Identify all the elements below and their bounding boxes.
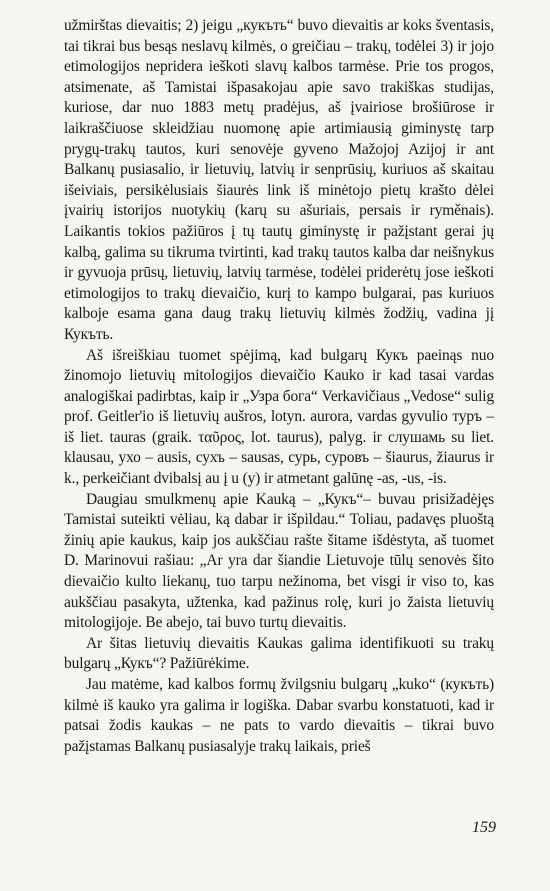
body-text xyxy=(64,16,494,757)
paragraph-2: Aš išreiškiau tuomet spėjimą, kad bulgarų Кукъ paeinąs nuo žinomojo lietuvių mitologijos dievaičio Kauko ir kad tasai vardas analogiškai padirbtas, kaip ir „Узра бога“ Verkavičiaus „Vedose“ sulig prof. Geitler'io iš lietuvių aušros, lotyn. aurora, vardas gyvulio туръ – iš liet. tauras (graik. ταῦρος, lot. taurus), palyg. ir слушамь su liet. klausau, ухо – ausis, сухъ – sausas, сурь, суровъ – šiaurus, žiaurus ir k., perkeičiant dvibalsį au į u (y) ir atmetant galūnę -as, -us, -is. xyxy=(64,346,494,488)
paragraph-3: Daugiau smulkmenų apie Kauką – „Кукъ“– buvau prisižadėjęs Tamistai suteikti vėliau, ką dabar ir išpildau.“ Toliau, padavęs pluoštą žinių apie kaukus, kaip jos aukščiau rašte šitame išdėstyta, aš tuomet D. Marinovui rašiau: „Ar yra dar šiandie Lietuvoje tūlų senovės šito dievaičio kulto liekanų, tuo tarpu nežinoma, bet visgi ir viso to, kas aukščiau pasakyta, užtenka, kad pažinus rolę, kuri jo žaista lietuvių mitologijoje. Be abejo, tai buvo turtų dievaitis. xyxy=(64,490,494,632)
paragraph-4: Ar šitas lietuvių dievaitis Kaukas galima identifikuoti su trakų bulgarų „Кукъ“? Pažiūrėkime. xyxy=(64,634,494,673)
page-number: 159 xyxy=(472,819,496,836)
paragraph-5: Jau matėme, kad kalbos formų žvilgsniu bulgarų „kuko“ (кукъть) kilmė iš kauko yra galima ir logiška. Dabar svarbu konstatuoti, kad ir patsai žodis kaukas – ne pats to vardo dievaitis – tikrai buvo pažįstamas Balkanų pusiasalyje trakų laikais, prieš xyxy=(64,676,494,755)
paragraph-1: užmirštas dievaitis; 2) jeigu „кукъть“ buvo dievaitis ar koks šventasis, tai tikrai bus besąs neslavų kilmės, o greičiau – trakų, todėlei 3) ir jojo etimologijos nepridera ieškoti slavų kalbos tarmėse. Prie tos progos, atsimenate, aš Tamistai išpasakojau apie savo trakiškas studijas, kuriose, dar nuo 1883 metų pradėjus, aš įvairiose brošiūrose ir laikraščiuose skleidžiau nuomonę apie artimiausią giminystę tarp prygų-trakų tautos, kuri senovėje gyveno Mažojoj Azijoj ir ant Balkanų pusiasalio, ir lietuvių, latvių ir senprūsių, kuriuos aš skaitau išeiviais, persikėlusiais šiaurės link iš minėtojo pietų krašto dėlei įvairių istorijos nuotykių (karų su ašuriais, persais ir ryměnais). Laikantis tokios pažiūros į tų tautų giminystę ir pažįstant gerai jų kalbą, galima su tikruma tvirtinti, kad trakų tautos kalba dar neišnykus ir gyvuoja prūsų, lietuvių, latvių tarmėse, todėlei priderėtų jose ieškoti etimologijos to trakų dievaičio, kurį to kampo bulgarai, pas kuriuos kalboje esama gana daug trakų lietuvių kilmės žodžių, vadina jį Кукъть. xyxy=(64,17,494,343)
